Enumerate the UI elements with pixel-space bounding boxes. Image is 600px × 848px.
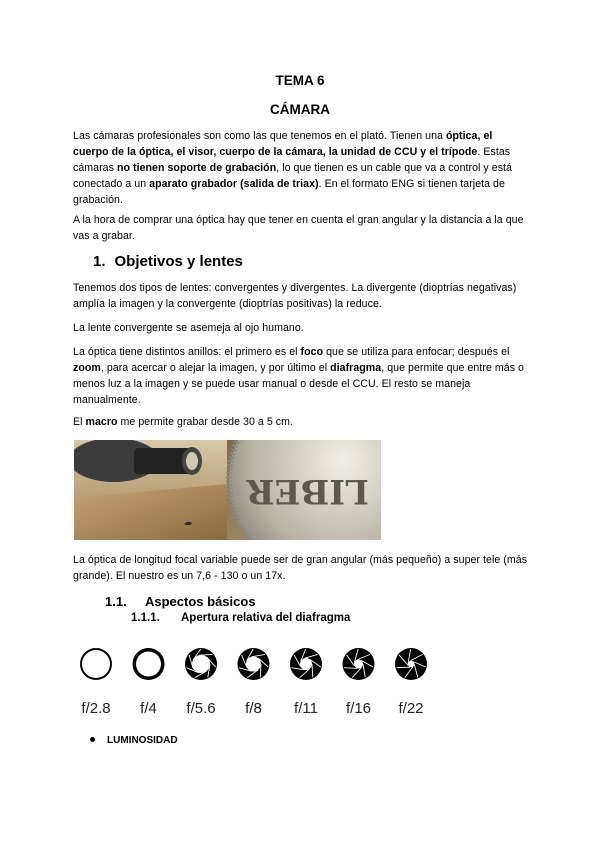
text-run: que se utiliza para enfocar; después el [323,346,510,358]
aperture-icon [133,648,165,680]
coin-lettering: LIBER [246,471,369,511]
aperture-icon [238,648,270,680]
aperture-label: f/2.8 [81,700,111,717]
aperture-label: f/5.6 [186,700,216,717]
text-run: me permite grabar desde 30 a 5 cm. [117,416,294,428]
bold-text: macro [85,416,118,428]
bold-text: diafragma [330,362,382,374]
intro-paragraph [73,128,528,208]
aperture-icon [290,648,322,680]
intro-paragraph-2: A la hora de comprar una óptica hay que tener en cuenta el gran angular y la distancia a la que vas a grabar. [73,214,524,242]
section-title: Objetivos y lentes [114,253,243,270]
aperture-label: f/4 [140,700,157,717]
lens-types-paragraph: Tenemos dos tipos de lentes: convergentes y divergentes. La divergente (dioptrías negativas) amplía la imagen y la convergente (dioptrías positivas) la reduce. [73,282,517,310]
bold-text: aparato grabador (salida de triax) [149,178,319,190]
bullet-label: LUMINOSIDAD [107,735,178,746]
rings-paragraph [73,344,528,408]
bold-text: no tienen soporte de grabación [116,162,277,174]
macro-photo [74,440,381,540]
subsection-title: Aspectos básicos [145,594,256,609]
text-run: Las cámaras profesionales son como las que tenemos en el plató. Tienen una [73,130,446,142]
aperture-label: f/22 [398,700,424,717]
text-run: El [73,416,86,428]
text-run: , que permite que entre más o menos luz a la imagen y se puede usar manual o desde el CCU. El resto se maneja manualmente. [73,362,524,406]
aperture-label: f/16 [345,700,372,717]
section-heading [93,253,243,270]
subsubsection-number: 1.1.1. [131,612,160,624]
list-item [90,735,178,746]
camera-lens-glass [186,452,198,470]
subsection-heading [105,594,256,609]
bullet-icon [90,737,95,742]
aperture-icon [185,648,217,680]
aperture-icon [80,648,112,680]
document-title: TEMA 6 [275,73,325,88]
section-number: 1. [93,253,106,270]
aperture-label: f/11 [294,700,318,717]
focal-length-paragraph: La óptica de longitud focal variable puede ser de gran angular (más pequeño) a super tele (más grande). El nuestro es un 7,6 - 130 o un 17x. [73,554,528,582]
text-run: La óptica tiene distintos anillos: el primero es el [73,346,301,358]
convergent-lens-paragraph: La lente convergente se asemeja al ojo humano. [73,322,304,334]
bold-text: foco [300,346,324,358]
subsection-number: 1.1. [105,594,127,609]
bold-text: zoom [73,362,101,374]
aperture-icon [343,648,375,680]
aperture-label: f/8 [245,700,262,717]
macro-paragraph [73,414,528,430]
subsubsection-heading [131,612,350,624]
subsubsection-title: Apertura relativa del diafragma [181,612,351,624]
bold-text: óptica, el cuerpo de la óptica, el visor, cuerpo de la cámara, la unidad de CCU y el trípode [73,130,493,158]
aperture-diagram [78,640,448,722]
aperture-icon [395,648,427,680]
text-run: , lo que tienen es un cable que va a control y está conectado a un [73,162,512,190]
text-run: , para acercar o alejar la imagen, y por último el [100,362,331,374]
text-run: . En el formato ENG si tienen tarjeta de grabación. [73,178,505,206]
text-run: . Estas cámaras [73,146,511,174]
document-subtitle: CÁMARA [270,102,330,117]
